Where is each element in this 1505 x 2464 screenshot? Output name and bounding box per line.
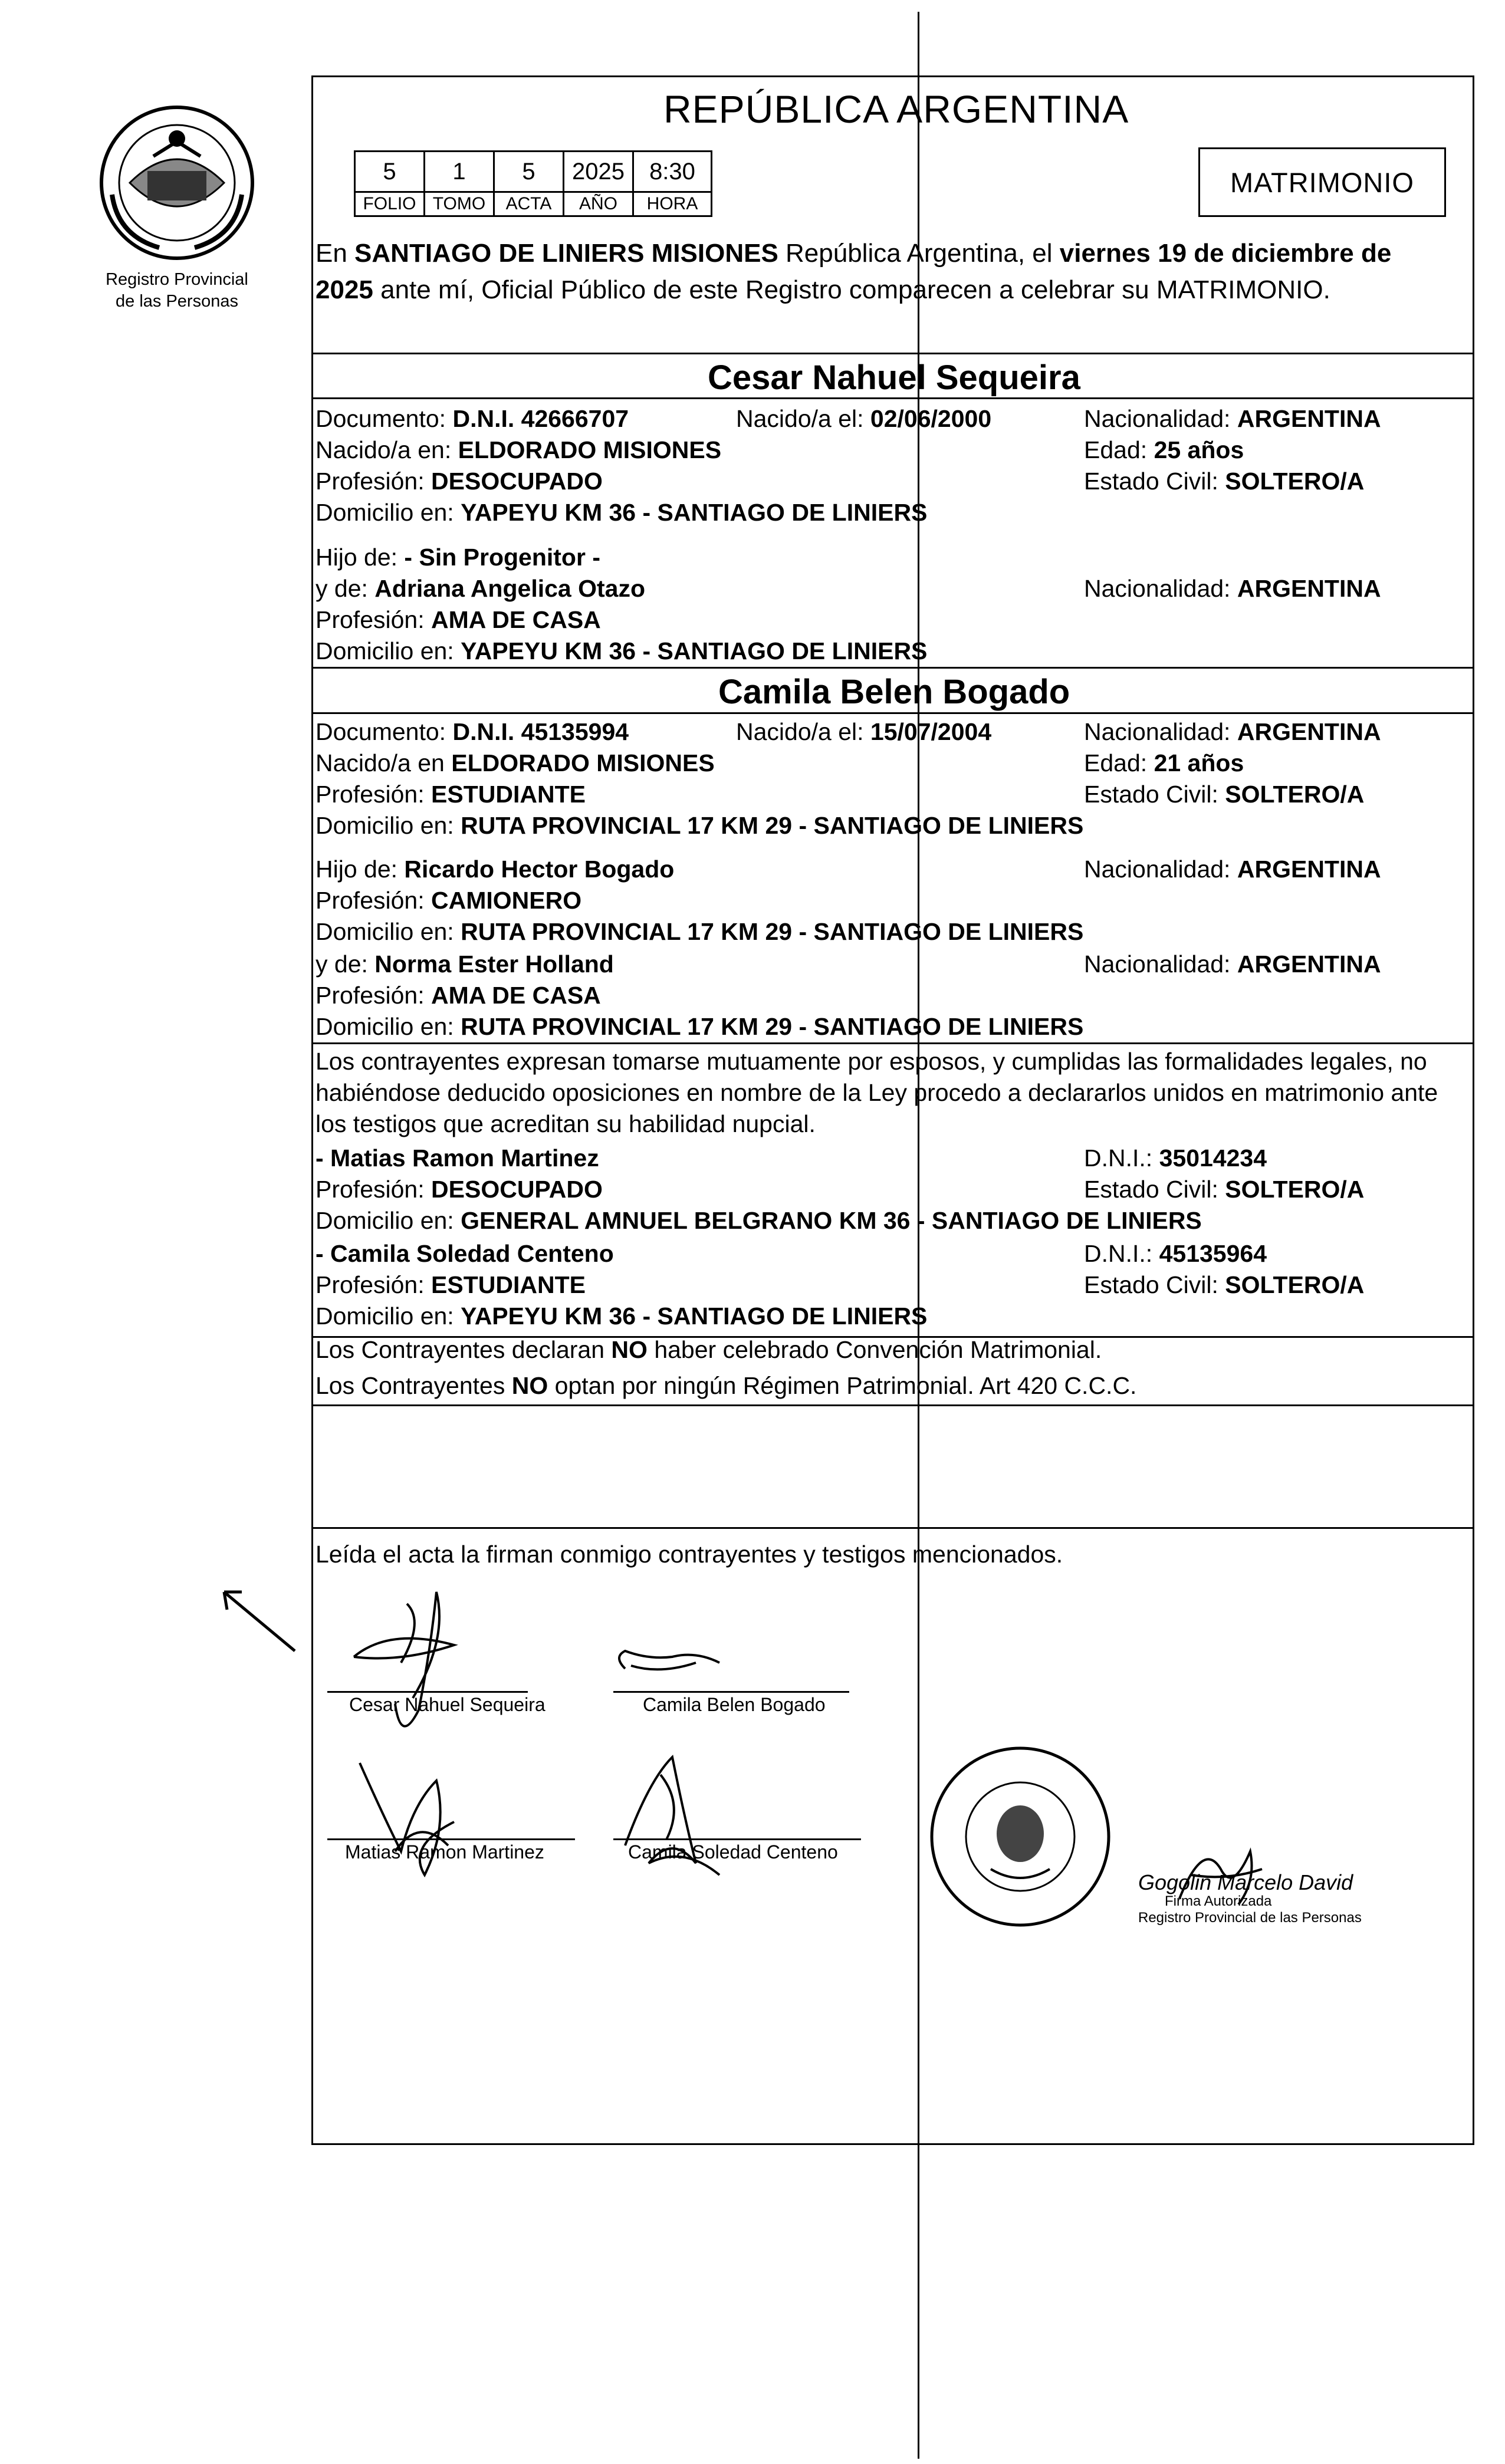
spouse1-parent2-profession: Profesión: AMA DE CASA	[316, 606, 601, 633]
spouse1-birthplace: Nacido/a en: ELDORADO MISIONES	[316, 436, 722, 463]
coat-of-arms-icon	[88, 100, 265, 265]
signature-label-4: Camila Soledad Centeno	[628, 1841, 838, 1863]
official-signature-scribble	[1168, 1834, 1274, 1916]
intro-date: viernes 19 de diciembre de	[1059, 239, 1392, 268]
margin-arrow-icon	[218, 1580, 301, 1663]
witness2-address: Domicilio en: YAPEYU KM 36 - SANTIAGO DE LINIERS	[316, 1302, 928, 1330]
spouse1-age: Edad: 25 años	[1084, 436, 1244, 463]
spouse1-nationality: Nacionalidad: ARGENTINA	[1084, 405, 1381, 432]
folio-label: FOLIO	[355, 192, 425, 216]
tomo-label: TOMO	[425, 192, 494, 216]
record-numbers-table	[354, 150, 712, 217]
witness2-name: - Camila Soledad Centeno	[316, 1240, 614, 1267]
official-name: Gogolin Marcelo David	[1138, 1870, 1353, 1894]
divider	[311, 1042, 1474, 1044]
witness1-profession: Profesión: DESOCUPADO	[316, 1176, 603, 1203]
divider	[311, 712, 1474, 714]
registry-label-line1: Registro Provincial	[106, 270, 248, 289]
spouse1-parent2-nationality: Nacionalidad: ARGENTINA	[1084, 575, 1381, 602]
spouse1-parent2: y de: Adriana Angelica Otazo	[316, 575, 645, 602]
spouse2-profession: Profesión: ESTUDIANTE	[316, 781, 586, 808]
spouse1-profession: Profesión: DESOCUPADO	[316, 468, 603, 495]
divider	[311, 397, 1474, 399]
signature-label-2: Camila Belen Bogado	[643, 1694, 826, 1715]
spouse1-parent2-address: Domicilio en: YAPEYU KM 36 - SANTIAGO DE LINIERS	[316, 637, 928, 664]
spouse2-father: Hijo de: Ricardo Hector Bogado	[316, 856, 675, 883]
acta-label: ACTA	[494, 192, 564, 216]
spouse2-mother-profession: Profesión: AMA DE CASA	[316, 982, 601, 1009]
registry-label-line2: de las Personas	[116, 292, 238, 311]
divider	[311, 1527, 1474, 1529]
spouse2-age: Edad: 21 años	[1084, 749, 1244, 777]
spouse2-mother: y de: Norma Ester Holland	[316, 950, 614, 978]
official-role-1: Firma Autorizada	[1165, 1893, 1272, 1909]
time-label: HORA	[633, 192, 712, 216]
page-title: REPÚBLICA ARGENTINA	[663, 87, 1129, 131]
folio-value: 5	[355, 152, 425, 192]
convention-line-1: Los Contrayentes declaran NO haber celebrado Convención Matrimonial.	[316, 1336, 1102, 1363]
signature-line	[613, 1691, 849, 1693]
spouse2-father-nationality: Nacionalidad: ARGENTINA	[1084, 856, 1381, 883]
official-stamp-icon	[920, 1733, 1132, 1934]
signature-label-1: Cesar Nahuel Sequeira	[349, 1694, 546, 1715]
signature-scribbles	[330, 1568, 920, 1922]
divider	[311, 1404, 1474, 1406]
signature-label-3: Matias Ramon Martinez	[345, 1841, 544, 1863]
witness1-dni: D.N.I.: 35014234	[1084, 1144, 1267, 1172]
spouse2-mother-address: Domicilio en: RUTA PROVINCIAL 17 KM 29 - SANTIAGO DE LINIERS	[316, 1013, 1084, 1040]
spouse2-born: Nacido/a el: 15/07/2004	[736, 718, 992, 745]
intro-line-2: 2025 ante mí, Oficial Público de este Registro comparecen a celebrar su MATRIMONIO.	[316, 275, 1330, 304]
spouse2-father-address: Domicilio en: RUTA PROVINCIAL 17 KM 29 - SANTIAGO DE LINIERS	[316, 918, 1084, 945]
signature-line	[327, 1691, 528, 1693]
spouse1-born: Nacido/a el: 02/06/2000	[736, 405, 992, 432]
year-label: AÑO	[564, 192, 633, 216]
spouse2-birthplace: Nacido/a en ELDORADO MISIONES	[316, 749, 715, 777]
intro-line-1: En SANTIAGO DE LINIERS MISIONES República Argentina, el viernes 19 de diciembre de	[316, 239, 1392, 268]
spouse2-father-profession: Profesión: CAMIONERO	[316, 887, 582, 914]
spouse1-doc: Documento: D.N.I. 42666707	[316, 405, 629, 432]
spouse1-address: Domicilio en: YAPEYU KM 36 - SANTIAGO DE LINIERS	[316, 499, 928, 526]
witness1-civil-status: Estado Civil: SOLTERO/A	[1084, 1176, 1365, 1203]
spouse2-civil-status: Estado Civil: SOLTERO/A	[1084, 781, 1365, 808]
official-role-2: Registro Provincial de las Personas	[1138, 1910, 1362, 1926]
convention-line-2: Los Contrayentes NO optan por ningún Régimen Patrimonial. Art 420 C.C.C.	[316, 1372, 1137, 1399]
witness1-address: Domicilio en: GENERAL AMNUEL BELGRANO KM 36 - SANTIAGO DE LINIERS	[316, 1207, 1202, 1234]
divider	[311, 667, 1474, 669]
witness2-civil-status: Estado Civil: SOLTERO/A	[1084, 1271, 1365, 1298]
year-value: 2025	[564, 152, 633, 192]
spouse2-address: Domicilio en: RUTA PROVINCIAL 17 KM 29 - SANTIAGO DE LINIERS	[316, 812, 1084, 839]
spouse1-name: Cesar Nahuel Sequeira	[708, 358, 1080, 397]
acta-value: 5	[494, 152, 564, 192]
tomo-value: 1	[425, 152, 494, 192]
witness2-dni: D.N.I.: 45135964	[1084, 1240, 1267, 1267]
intro-place: SANTIAGO DE LINIERS MISIONES	[354, 239, 778, 268]
signature-line	[327, 1838, 575, 1840]
declaration-line-2: habiéndose deducido oposiciones en nombre de la Ley procedo a declararlos unidos en matrimonio ante	[316, 1079, 1438, 1106]
closing-statement: Leída el acta la firman conmigo contrayentes y testigos mencionados.	[316, 1541, 1063, 1568]
signature-line	[613, 1838, 861, 1840]
witness1-name: - Matias Ramon Martinez	[316, 1144, 599, 1172]
witness2-profession: Profesión: ESTUDIANTE	[316, 1271, 586, 1298]
divider	[311, 353, 1474, 354]
declaration-line-3: los testigos que acreditan su habilidad nupcial.	[316, 1110, 816, 1137]
spouse1-parent1: Hijo de: - Sin Progenitor -	[316, 544, 600, 571]
signature-2-scribble	[619, 1651, 719, 1669]
spouse1-civil-status: Estado Civil: SOLTERO/A	[1084, 468, 1365, 495]
spouse2-nationality: Nacionalidad: ARGENTINA	[1084, 718, 1381, 745]
spouse2-name: Camila Belen Bogado	[718, 673, 1070, 711]
document-type-box: MATRIMONIO	[1198, 147, 1446, 217]
declaration-line-1: Los contrayentes expresan tomarse mutuamente por esposos, y cumplidas las formalidades legales, no	[316, 1048, 1427, 1075]
spouse2-mother-nationality: Nacionalidad: ARGENTINA	[1084, 950, 1381, 978]
registry-logo	[88, 100, 265, 265]
spouse2-doc: Documento: D.N.I. 45135994	[316, 718, 629, 745]
time-value: 8:30	[633, 152, 712, 192]
